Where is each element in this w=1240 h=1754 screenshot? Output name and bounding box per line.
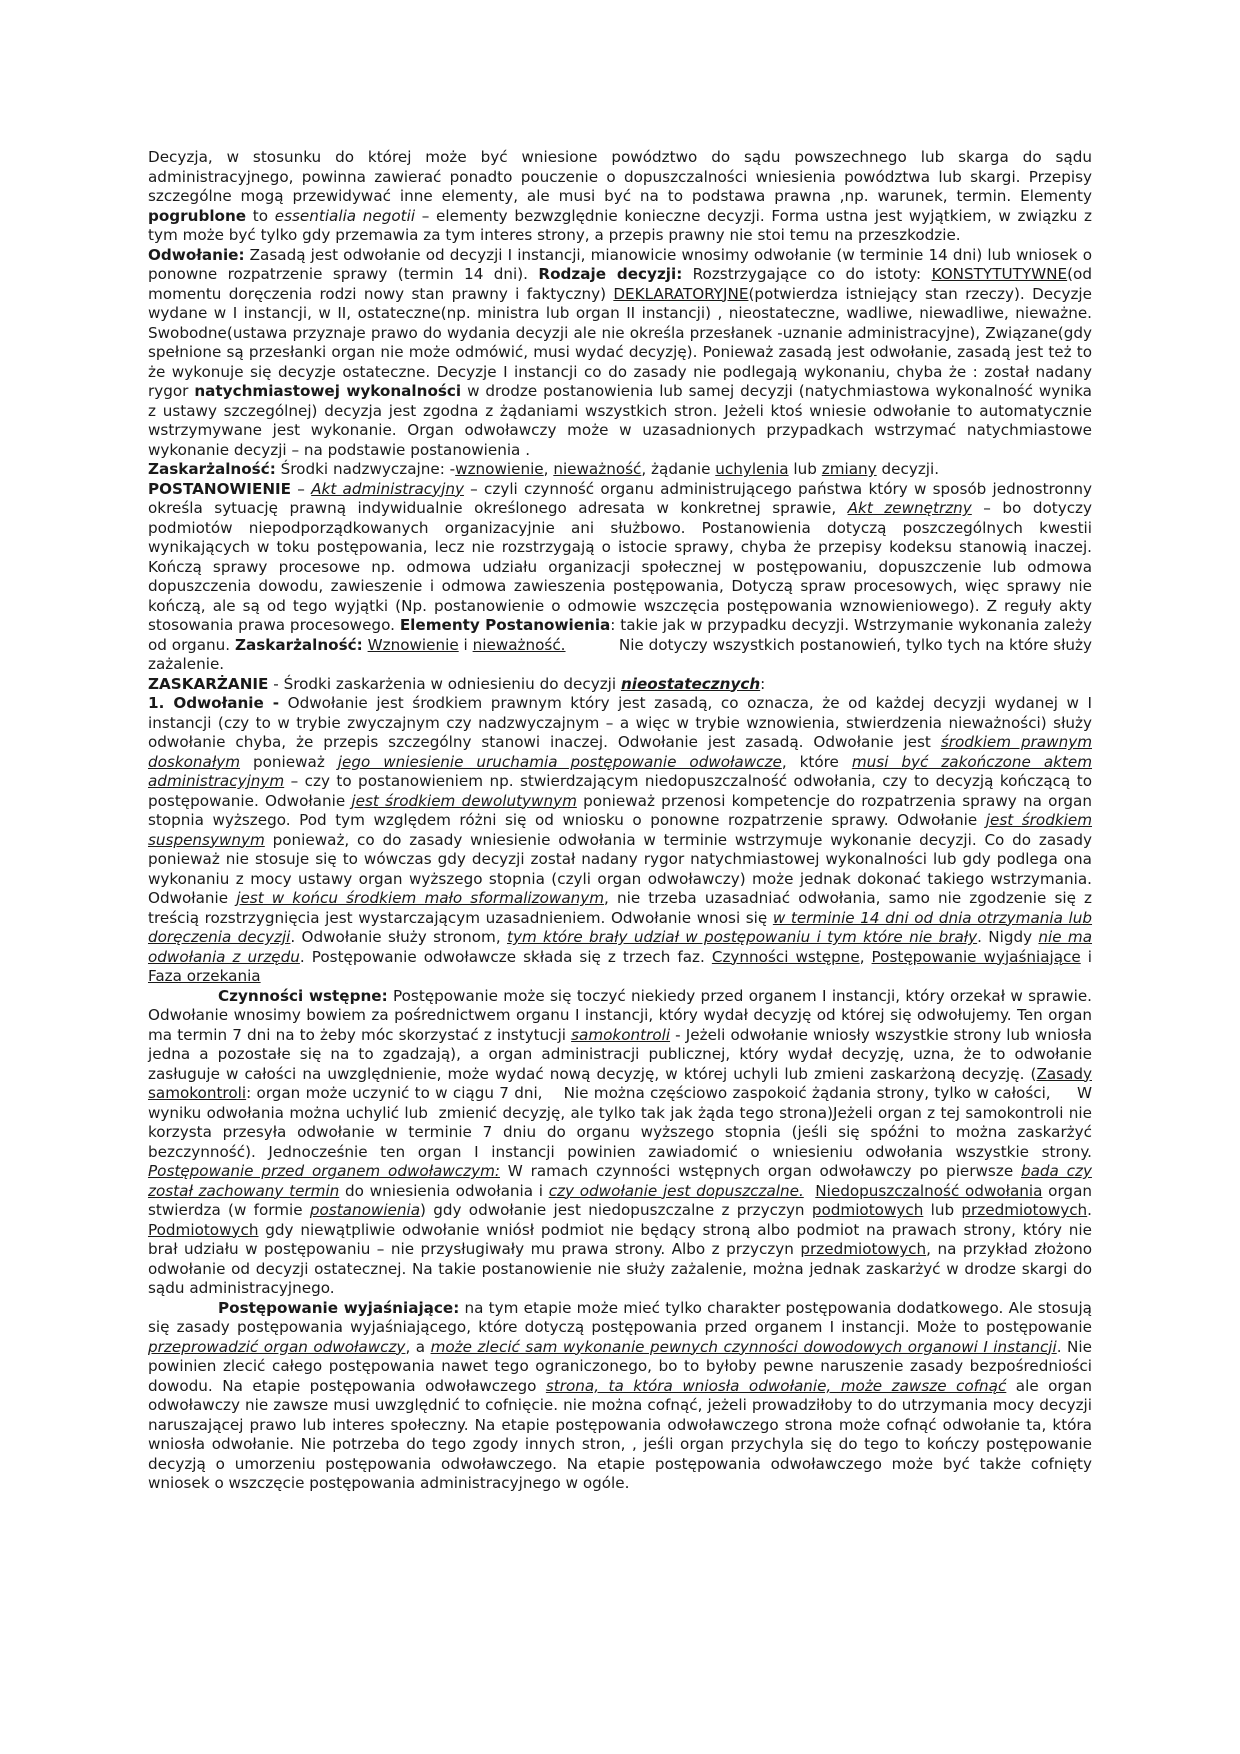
underlined-term: KONSTYTUTYWNE [931,265,1068,283]
text: Rozstrzygające co do istoty: [682,265,932,283]
text: . Nie powinien zlecić całego postępowania nawet tego ograniczonego, bo to byłoby pewne naruszenie zasady bezpośredniości dowodu. Na etapie postępowania odwoławczego [148,1337,1092,1395]
underlined-italic-term: czy odwołanie jest dopuszczalne. [548,1181,804,1200]
text: , a [405,1337,431,1356]
underlined-term: Zasady samokontroli [148,1064,1092,1102]
text: – bo dotyczy podmiotów niepodporządkowanych organizacyjnie ani służbowo. Postanowienia dotyczą poszczególnych kwestii wynikających w toku postępowania, lecz nie rozstrzygają o istocie sprawy, chyba że przepisy kodeksu stanowią inaczej. Kończą sprawy procesowe np. odmowa udziału organizacji społecznej w postępowaniu, dopuszczenie lub odmowa dopuszczenia dowodu, zawieszenie i odmowa zawieszenia postępowania, Dotyczą spraw procesowych, więc sprawy nie kończą, ale są od tego wyjątki (Np. postanowienie o odmowie wszczęcia postępowania wznowieniowego). Z reguły akty stosowania prawa procesowego. [148,499,1092,634]
text: ) gdy odwołanie jest niedopuszczalne z przyczyn [420,1201,812,1219]
text: w drodze postanowienia lub samej decyzji (natychmiastowa wykonalność wynika z ustawy szczególnej) decyzja jest zgodna z żądaniami wszystkich stron. Jeżeli ktoś wniesie odwołanie to automatycznie wstrzymywane jest wykonanie. Organ odwoławczy może w uzasadnionych przypadkach wstrzymać natychmiastowe wykonanie decyzji – na podstawie postanowienia . [148,382,1092,459]
text: i [1080,947,1092,966]
underlined-term: uchylenia [715,460,789,478]
heading-rodzaje-decyzji: Rodzaje decyzji: [538,265,683,283]
heading-zaskarzanie: ZASKARŻANIE [148,674,269,693]
underlined-italic-term: strona, ta która wniosła odwołanie, może zawsze cofnąć [545,1376,1007,1395]
underlined-italic-term: przeprowadzić organ odwoławczy [148,1337,406,1356]
heading-zaskarzalnosc: Zaskarżalność: [148,460,276,478]
heading-odwolanie: Odwołanie: [148,245,245,264]
bold-term: natychmiastowej wykonalności [194,382,462,400]
underlined-term: przedmiotowych [800,1240,927,1258]
text: ponieważ, co do zasady wniesienie odwołania w terminie wstrzymuje wykonanie decyzji. Co do zasady ponieważ nie stosuje się to wówczas gdy decyzji został nadany rygor natychmiastowej wykonalności lub gdy podlega ona wykonaniu z mocy ustawy organ wyższego stopnia (czyli organ odwoławczy) może jednak dokonać takiego wstrzymania. Odwołanie [148,830,1092,907]
paragraph-postepowanie-wyjasniajace [148,1299,1092,1494]
bold-term: Zaskarżalność: [234,635,363,654]
heading-odwolanie-numbered: 1. Odwołanie - [148,694,280,712]
text: – czyli czynność organu administrującego państwa który w sposób jednostronny określa sytuację prawną indywidualnie określonego adresata w konkretnej sprawie, [148,479,1092,517]
text: do wniesienia odwołania i [339,1181,549,1200]
underlined-italic-term: samokontroli [571,1025,671,1044]
underlined-italic-term: Postępowanie przed organem odwoławczym: [148,1162,500,1180]
underlined-italic-term: bada czy został zachowany termin [148,1162,1092,1200]
text: lub [788,460,822,478]
text: . [1087,1201,1092,1219]
underlined-italic-term: Akt zewnętrzny [847,499,972,517]
text: : organ może uczynić to w ciągu 7 dni, Nie można częściowo zaspokoić żądania strony, tylko w całości, W wyniku odwołania można uchylić lub zmienić decyzję, ale tylko tak jak żąda tego strona)Jeżeli organ z tej samokontroli nie korzysta przesyła odwołanie w terminie 7 dniu do organu wyższego stopnia (jeśli się spóźni to można zaskarżyć bezczynność). Jednocześnie ten organ I instancji powinien zawiadomić o wniesieniu odwołania wszystkie strony. [148,1084,1097,1161]
text: ponieważ przenosi kompetencje do rozpatrzenia sprawy na organ stopnia wyższego. Pod tym względem różni się od wniosku o ponowne rozpatrzenie sprawy. Odwołanie [148,791,1092,829]
text: i [458,635,473,654]
text: – elementy bezwzględnie konieczne decyzji. Forma ustna jest wyjątkiem, w związku z tym może być tylko gdy przemawia za tym interes strony, a przepis prawny nie stoi temu na przeszkodzie. [148,206,1093,244]
underlined-italic-term: w terminie 14 dni od dnia otrzymania lub doręczenia decyzji [148,908,1093,946]
paragraph-czynnosci-wstepne [148,986,1097,1299]
underlined-term: wznowienie [455,460,544,478]
text: Środki nadzwyczajne: - [275,460,456,478]
underlined-term: Czynności wstępne [711,947,860,966]
underlined-italic-term: jego wniesienie uruchamia postępowanie odwoławcze [337,752,782,771]
text: W ramach czynności wstępnych organ odwoławczy po pierwsze [499,1162,1021,1180]
paragraph-zaskarzalnosc [148,460,1092,480]
underlined-italic-term: postanowienia [309,1201,421,1219]
text: – [291,479,312,498]
document-page [148,148,1097,1494]
text: lub [923,1201,962,1219]
text: ale organ odwoławczy nie zawsze musi uwzględnić to cofnięcie. nie można cofnąć, jeżeli prowadziłoby to do utrzymania mocy decyzji naruszającej prawo lub interes społeczny. Na etapie postępowania odwoławczego strona może cofnąć odwołanie ta, która wniosła odwołanie. Nie potrzeba do tego zgody innych stron, , jeśli organ przychyla się do tego to kończy postępowanie decyzją o umorzeniu postępowania odwoławczego. Na etapie postępowania odwoławczego może być także cofnięty wniosek o wszczęcie postępowania administracyjnego w ogóle. [148,1376,1092,1492]
paragraph-odwolanie-rodzaje [148,246,1092,461]
underlined-italic-term: jest w końcu środkiem mało sformalizowanym [236,889,605,907]
bold-term: pogrublone [148,206,247,225]
underlined-italic-term: Akt administracyjny [311,479,464,498]
text: ponieważ [240,752,338,771]
underlined-term: DEKLARATORYJNE [613,284,749,303]
underlined-term: Postępowanie wyjaśniające [871,947,1081,966]
underlined-term: podmiotowych [811,1201,924,1219]
underlined-italic-term: środkiem prawnym doskonałym [148,733,1092,771]
underlined-term: Wznowienie [367,635,459,654]
text: organ stwierdza (w formie [148,1181,1093,1219]
text: . Odwołanie służy stronom, [290,928,507,946]
text: Decyzja, w stosunku do której może być wniesione powództwo do sądu powszechnego lub skarga do sądu administracyjnego, powinna zawierać ponadto pouczenie o dopuszczalności wniesienia powództwa lub skargi. Przepisy szczególne mogą przewidywać inne elementy, ale musi być na to podstawa prawna ,np. warunek, termin. Elementy [148,148,1092,205]
underlined-italic-term: musi być zakończone aktem administracyjnym [148,752,1093,790]
text: (od momentu doręczenia rodzi nowy stan prawny i faktyczny) [148,265,1092,303]
text: , [543,460,554,478]
underlined-term: przedmiotowych [961,1201,1088,1219]
text: , [859,947,872,966]
text: decyzji. [876,460,940,478]
underlined-italic-term: tym które brały udział w postępowaniu i tym które nie brały [507,928,978,946]
text: Nie dotyczy wszystkich postanowień, tylko tych na które służy zażalenie. [148,635,1097,673]
text: . Nigdy [977,928,1039,946]
underlined-term: Podmiotowych [148,1220,259,1239]
text: . Postępowanie odwoławcze składa się z trzech faz. [299,947,712,966]
underlined-term: nieważność. [472,635,566,654]
text: to [246,206,275,225]
text: (potwierdza istniejący stan rzeczy). Decyzje wydane w I instancji, w II, ostateczne(np. ministra lub organ II instancji) , nieostateczne, wadliwe, niewadliwe, nieważne. Swobodne(ustawa przyznaje prawo do wydania decyzji ale nie określa przesłanek -uznanie administracyjne), Związane(gdy spełnione są przesłanki organ nie może odmówić, musi wydać decyzję). Ponieważ zasadą jest odwołanie, zasadą jest też to że wykonuje się decyzje ostateczne. Decyzje I instancji co do zasady nie podlegają wykonaniu, chyba że : został nadany rygor [148,284,1092,400]
text: na tym etapie może mieć tylko charakter postępowania dodatkowego. Ale stosują się zasady postępowania wyjaśniającego, które dotyczą postępowania przed organem I instancji. Może to postępowanie [148,1298,1092,1336]
underlined-term: zmiany [821,460,877,478]
heading-postepowanie-wyjasniajace: Postępowanie wyjaśniające: [218,1298,460,1317]
underlined-italic-term: jest środkiem suspensywnym [148,811,1092,849]
bold-term: Elementy Postanowienia [399,616,611,634]
underlined-term: Niedopuszczalność odwołania [815,1181,1043,1200]
text: , nie trzeba uzasadniać odwołania, samo nie zgodzenie się z treścią rozstrzygnięcia jest wystarczającym uzasadnieniem. Odwołanie wnosi się [148,889,1092,927]
underlined-italic-term: nie ma odwołania z urzędu [148,928,1093,966]
paragraph-odwolanie-definition [148,694,1092,987]
text: : takie jak w przypadku decyzji. Wstrzymanie wykonania zależy od organu. [148,616,1092,654]
underlined-italic-term: jest środkiem dewolutywnym [351,791,577,810]
text: Postępowanie może się toczyć niekiedy przed organem I instancji, który orzekał w sprawie. Odwołanie wnosimy bowiem za pośrednictwem organu I instancji, który wydał decyzję od której się odwołujemy. Ten organ ma termin 7 dni na to żeby móc skorzystać z instytucji [148,986,1092,1044]
text: – czy to postanowieniem np. stwierdzającym niedopuszczalność odwołania, czy to decyzją kończącą to postępowanie. Odwołanie [148,772,1092,810]
text: - Jeżeli odwołanie wniosły wszystkie strony lub wniosła jedna a pozostałe się na to zgadzają), a organ administracji publicznej, który wydał decyzję, uzna, że to odwołanie zasługuje w całości na uwzględnienie, może wydać nową decyzję, w której uchyli lub zmieni zaskarżoną decyzję. ( [148,1025,1092,1083]
text [804,1182,815,1200]
underlined-italic-term: może zlecić sam wykonanie pewnych czynności dowodowych organowi I instancji [430,1337,1057,1356]
text: - Środki zaskarżenia w odniesieniu do decyzji [268,674,621,693]
text: gdy niewątpliwie odwołanie wniósł podmiot nie będący stroną albo podmiot na prawach strony, który nie brał udziału w postępowaniu – nie przysługiwały mu prawa strony. Albo z przyczyn [148,1220,1092,1258]
text: : [760,674,766,693]
paragraph-decision-elements [148,148,1092,246]
bold-underlined-italic-term: nieostatecznych [620,674,761,693]
paragraph-zaskarzanie [148,675,1092,695]
text: Odwołanie jest środkiem prawnym który jest zasadą, co oznacza, że od każdej decyzji wydanej w I instancji (czy to w trybie zwyczajnym czy nadzwyczajnym – a więc w trybie wznowienia, stwierdzenia nieważności) służy odwołanie chyba, że przepis szczególny stanowi inaczej. Odwołanie jest zasadą. Odwołanie jest [148,694,1093,751]
paragraph-postanowienie [148,479,1097,675]
text: , które [781,752,852,771]
heading-postanowienie: POSTANOWIENIE [148,479,292,498]
text: , na przykład złożono odwołanie od decyzji ostatecznej. Na takie postanowienie nie służy zażalenie, można jednak zaskarżyć w drodze skargi do sądu administracyjnego. [148,1240,1092,1297]
underlined-term: nieważność [553,460,642,478]
italic-term: essentialia negotii [274,206,416,225]
heading-czynnosci-wstepne: Czynności wstępne: [218,986,388,1005]
text: , żądanie [641,460,716,478]
text: Zasadą jest odwołanie od decyzji I instancji, mianowicie wnosimy odwołanie (w terminie 14 dni) lub wniosek o ponowne rozpatrzenie sprawy (termin 14 dni). [148,245,1092,283]
underlined-term: Faza orzekania [148,967,261,985]
